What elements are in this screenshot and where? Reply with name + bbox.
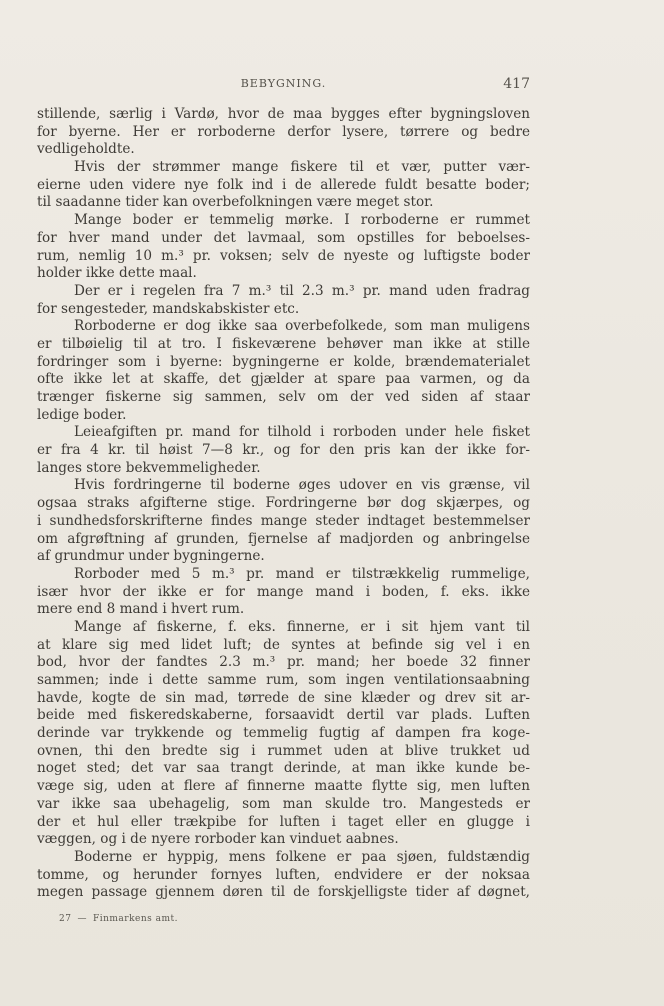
text-line: var ikke saa ubehagelig, som man skulde tro. Mangesteds er	[37, 795, 530, 812]
text-line: Hvis fordringerne til boderne øges udover en vis grænse, vil	[74, 477, 530, 494]
page-number: 417	[503, 76, 530, 92]
text-line: Leieafgiften pr. mand for tilhold i rorboden under hele fisket	[74, 424, 530, 441]
text-line: i sundhedsforskrifterne findes mange steder indtaget bestemmelser	[37, 512, 530, 529]
text-line: trænger fiskerne sig sammen, selv om der ved siden af staar	[37, 389, 530, 405]
text-line: ovnen, thi den bredte sig i rummet uden at blive trukket ud	[37, 742, 530, 759]
text-line: om afgrøftning af grunden, fjernelse af madjorden og anbringelse	[37, 530, 530, 547]
text-line: ogsaa straks afgifterne stige. Fordringerne bør dog skjærpes, og	[37, 495, 530, 512]
text-line: derinde var trykkende og temmelig fugtig af dampen fra koge-	[37, 725, 530, 742]
text-line: af grundmur under bygningerne.	[37, 548, 265, 565]
text-line: Boderne er hyppig, mens folkene er paa sjøen, fuldstændig	[74, 848, 530, 865]
text-line: er tilbøielig til at tro. I fiskeværene behøver man ikke at stille	[37, 335, 530, 352]
running-title: BEBYGNING.	[240, 77, 327, 90]
text-line: holder ikke dette maal.	[37, 265, 197, 282]
text-line: ledige boder.	[37, 406, 127, 423]
body-text	[37, 106, 530, 902]
text-line: megen passage gjennem døren til de forskjelligste tider af døgnet,	[37, 884, 530, 901]
text-line: især hvor der ikke er for mange mand i boden, f. eks. ikke	[37, 583, 530, 600]
text-line: tomme, og herunder fornyes luften, endvidere er der noksaa	[37, 866, 530, 883]
text-line: mere end 8 mand i hvert rum.	[37, 601, 245, 618]
text-line: ofte ikke let at skaffe, det gjælder at spare paa varmen, og da	[37, 371, 530, 388]
text-line: havde, kogte de sin mad, tørrede de sine klæder og drev sit ar-	[37, 689, 530, 706]
text-line: er fra 4 kr. til høist 7—8 kr., og for den pris kan der ikke for-	[37, 442, 530, 459]
text-line: væge sig, uden at flere af finnerne maatte flytte sig, men luften	[37, 778, 530, 795]
text-line: sammen; inde i dette samme rum, som ingen ventilationsaabning	[37, 672, 530, 688]
text-line: noget sted; det var saa trangt derinde, at man ikke kunde be-	[37, 760, 530, 777]
text-line: Mange af fiskerne, f. eks. finnerne, er i sit hjem vant til	[74, 618, 530, 635]
text-line: rum, nemlig 10 m.³ pr. voksen; selv de nyeste og luftigste boder	[37, 247, 530, 264]
text-line: til saadanne tider kan overbefolkningen være meget stor.	[37, 194, 434, 211]
text-line: vedligeholdte.	[37, 141, 135, 158]
text-line: Hvis der strømmer mange fiskere til et vær, putter vær-	[74, 159, 530, 176]
page-footer	[59, 913, 178, 925]
text-line: fordringer som i byerne: bygningerne er kolde, brændematerialet	[37, 353, 530, 370]
text-line: væggen, og i de nyere rorboder kan vinduet aabnes.	[37, 831, 399, 848]
text-line: der et hul eller trækpibe for luften i taget eller en glugge i	[37, 813, 530, 830]
text-line: Mange boder er temmelig mørke. I rorboderne er rummet	[74, 212, 530, 229]
text-line: beide med fiskeredskaberne, forsaavidt dertil var plads. Luften	[37, 707, 530, 724]
text-line: stillende, særlig i Vardø, hvor de maa bygges efter bygningsloven	[37, 106, 530, 122]
text-line: bod, hvor der fandtes 2.3 m.³ pr. mand; her boede 32 finner	[37, 654, 530, 671]
text-line: Rorboderne er dog ikke saa overbefolkede, som man muligens	[74, 318, 530, 335]
text-line: Der er i regelen fra 7 m.³ til 2.3 m.³ pr. mand uden fradrag	[74, 282, 530, 299]
signature-mark: 27	[59, 914, 72, 924]
text-line: for byerne. Her er rorboderne derfor lysere, tørrere og bedre	[37, 123, 530, 140]
text-line: at klare sig med lidet luft; de syntes at befinde sig vel i en	[37, 636, 530, 653]
footer-dash: —	[77, 914, 87, 924]
text-line: langes store bekvemmeligheder.	[37, 459, 261, 476]
text-line: eierne uden videre nye folk ind i de allerede fuldt besatte boder;	[37, 176, 530, 193]
page-header	[37, 73, 530, 95]
text-line: for hver mand under det lavmaal, som opstilles for beboelses-	[37, 229, 530, 246]
text-line: Rorboder med 5 m.³ pr. mand er tilstrækkelig rummelige,	[74, 565, 530, 582]
text-line: for sengesteder, mandskabskister etc.	[37, 300, 300, 317]
footer-title: Finmarkens amt.	[92, 914, 179, 924]
